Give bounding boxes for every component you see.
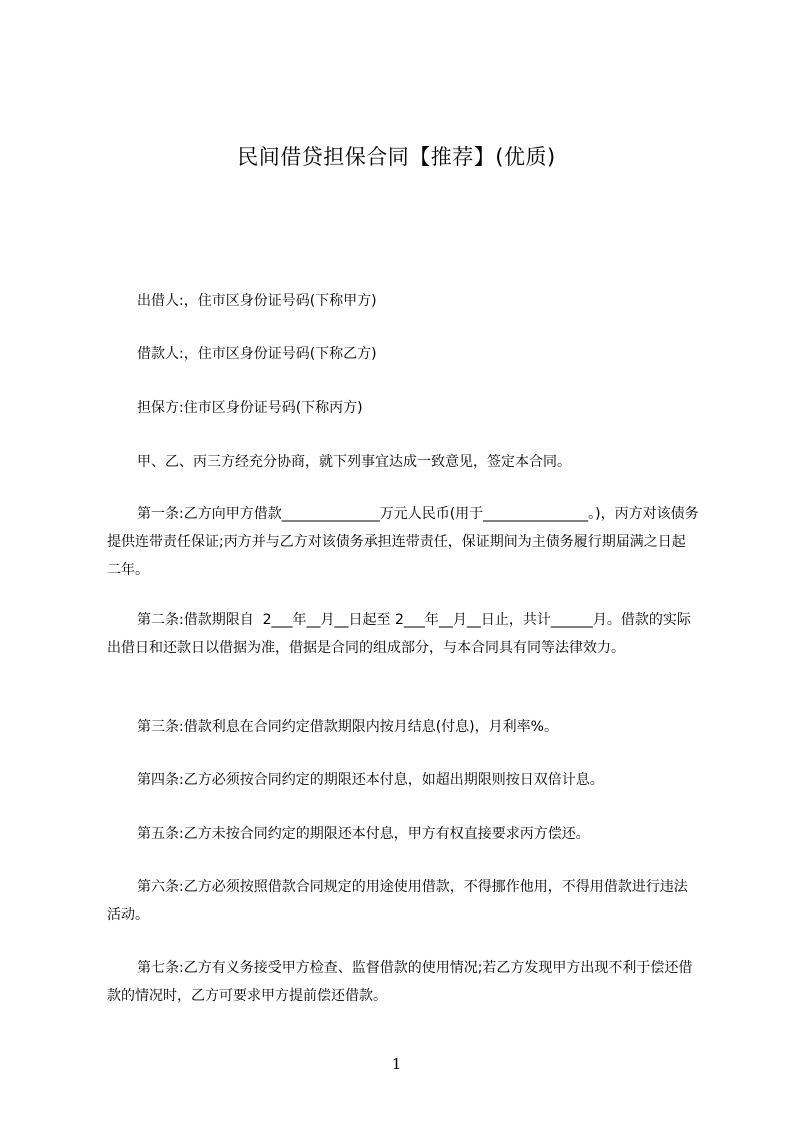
article-7-text: 第七条:乙方有义务接受甲方检查、监督借款的使用情况;若乙方发现甲方出现不利于偿还借款的情况时，乙方可要求甲方提前偿还借款。 [107,960,693,1004]
paragraph-article-6 [107,873,699,929]
paragraph-article-2 [107,606,699,662]
paragraph-lender: 出借人:，住市区身份证号码(下称甲方) [137,293,377,309]
paragraph-article-5: 第五条:乙方未按合同约定的期限还本付息，甲方有权直接要求丙方偿还。 [137,826,590,842]
article-1-text: 第一条:乙方向甲方借款______________万元人民币(用于_______________。)，丙方对该债务提供连带责任保证;丙方并与乙方对该债务承担连带责任，保证期间为主债务履行期届满之日起二年。 [107,506,699,578]
article-2-text: 第二条:借款期限自 2___年__月__日起至 2___年__月__日止，共计______月。借款的实际出借日和还款日以借据为准，借据是合同的组成部分，与本合同具有同等法律效力。 [107,612,691,656]
paragraph-article-7 [107,954,699,1010]
paragraph-agreement-intro: 甲、乙、丙三方经充分协商，就下列事宜达成一致意见，签定本合同。 [137,454,571,470]
paragraph-article-4: 第四条:乙方必须按合同约定的期限还本付息，如超出期限则按日双倍计息。 [137,772,604,788]
article-6-text: 第六条:乙方必须按照借款合同规定的用途使用借款，不得挪作他用，不得用借款进行违法活动。 [107,879,688,923]
paragraph-borrower: 借款人:，住市区身份证号码(下称乙方) [137,346,377,362]
document-title: 民间借贷担保合同【推荐】(优质) [237,145,556,169]
page-number: 1 [391,1055,402,1073]
paragraph-article-1 [107,500,699,584]
paragraph-guarantor: 担保方:住市区身份证号码(下称丙方) [137,400,363,416]
paragraph-article-3: 第三条:借款利息在合同约定借款期限内按月结息(付息)，月利率%。 [137,719,558,735]
